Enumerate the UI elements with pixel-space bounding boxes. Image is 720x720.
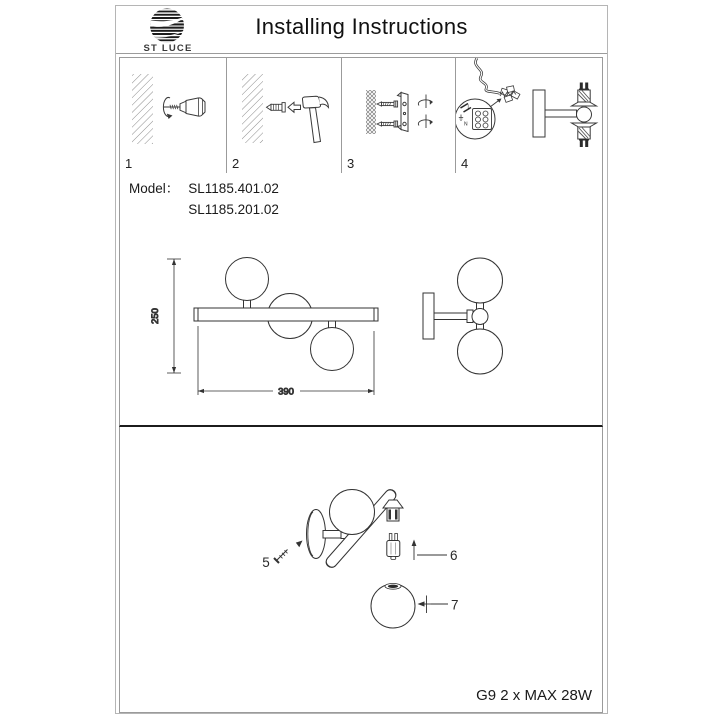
dimension-drawings	[120, 173, 602, 425]
page-title: Installing Instructions	[255, 14, 468, 39]
mounting-bracket	[398, 93, 409, 132]
shade-callout	[418, 596, 449, 614]
bulb-callout	[412, 540, 447, 561]
step-panel-bracket	[342, 58, 456, 173]
step3-illustration	[342, 58, 456, 173]
step-panels	[119, 57, 603, 174]
lamp-spec: G9 2 x MAX 28W	[476, 687, 592, 704]
dimension-section	[119, 173, 603, 427]
wall-hatch	[132, 74, 153, 144]
instruction-sheet	[115, 5, 608, 714]
part-number-7: 7	[451, 597, 459, 613]
wall-hatch	[242, 74, 263, 143]
power-cable	[475, 58, 500, 94]
hammer-icon	[302, 96, 328, 142]
detail-arrow	[497, 99, 502, 103]
glass-sphere	[330, 490, 375, 535]
glass-sphere	[458, 258, 503, 303]
rotate-arrow-icon	[418, 95, 433, 109]
glass-sphere	[458, 329, 503, 374]
wire-connector-cluster	[500, 86, 520, 103]
front-view-drawing	[150, 258, 378, 398]
ball-joint	[577, 107, 592, 122]
drill-icon	[163, 98, 205, 120]
lamp-socket-top	[572, 83, 597, 110]
screw-icon	[377, 121, 398, 127]
screw-callout	[274, 541, 303, 564]
model-number: SL1185.201.02	[188, 202, 279, 217]
wall-plate	[533, 90, 545, 137]
neutral-terminal-label: N	[464, 121, 468, 128]
part-number-5: 5	[262, 555, 270, 570]
header	[116, 6, 607, 54]
ball-joint	[472, 309, 488, 325]
step-panel-wiring	[456, 58, 602, 173]
side-view-drawing	[423, 258, 503, 374]
step2-illustration	[227, 58, 342, 173]
wall-plate	[423, 293, 434, 339]
step-number-2: 2	[232, 156, 240, 171]
fixture-arm	[545, 110, 577, 117]
model-number: SL1185.401.02	[188, 181, 279, 196]
assembly-drawing	[120, 427, 602, 710]
part-number-6: 6	[450, 548, 458, 563]
line-terminal-label: L	[467, 104, 471, 111]
terminal-detail-circle	[456, 99, 502, 140]
step4-illustration	[456, 58, 602, 173]
step-panel-anchor	[227, 58, 342, 173]
screw-icon	[377, 101, 398, 107]
brand-text: ST LUCE	[143, 43, 193, 54]
glass-shade	[371, 583, 415, 628]
model-label: Model：	[129, 181, 180, 196]
step-panel-drill	[120, 58, 227, 173]
fixture-side-drawing	[533, 83, 597, 148]
push-arrow-icon	[288, 102, 301, 112]
anchor-icon	[267, 103, 286, 112]
step1-illustration	[120, 58, 227, 173]
assembly-section	[119, 427, 603, 713]
step-number-4: 4	[461, 156, 469, 171]
step-number-3: 3	[347, 156, 355, 171]
g9-bulb	[387, 534, 400, 560]
height-dimension-label: 250	[150, 308, 161, 324]
width-dimension-label: 390	[278, 386, 294, 398]
fixture-arm	[434, 313, 468, 320]
wall-crosshatch	[366, 90, 376, 134]
lamp-socket-bottom	[572, 120, 597, 147]
step-number-1: 1	[125, 156, 133, 171]
rotate-arrow-icon	[418, 115, 433, 129]
